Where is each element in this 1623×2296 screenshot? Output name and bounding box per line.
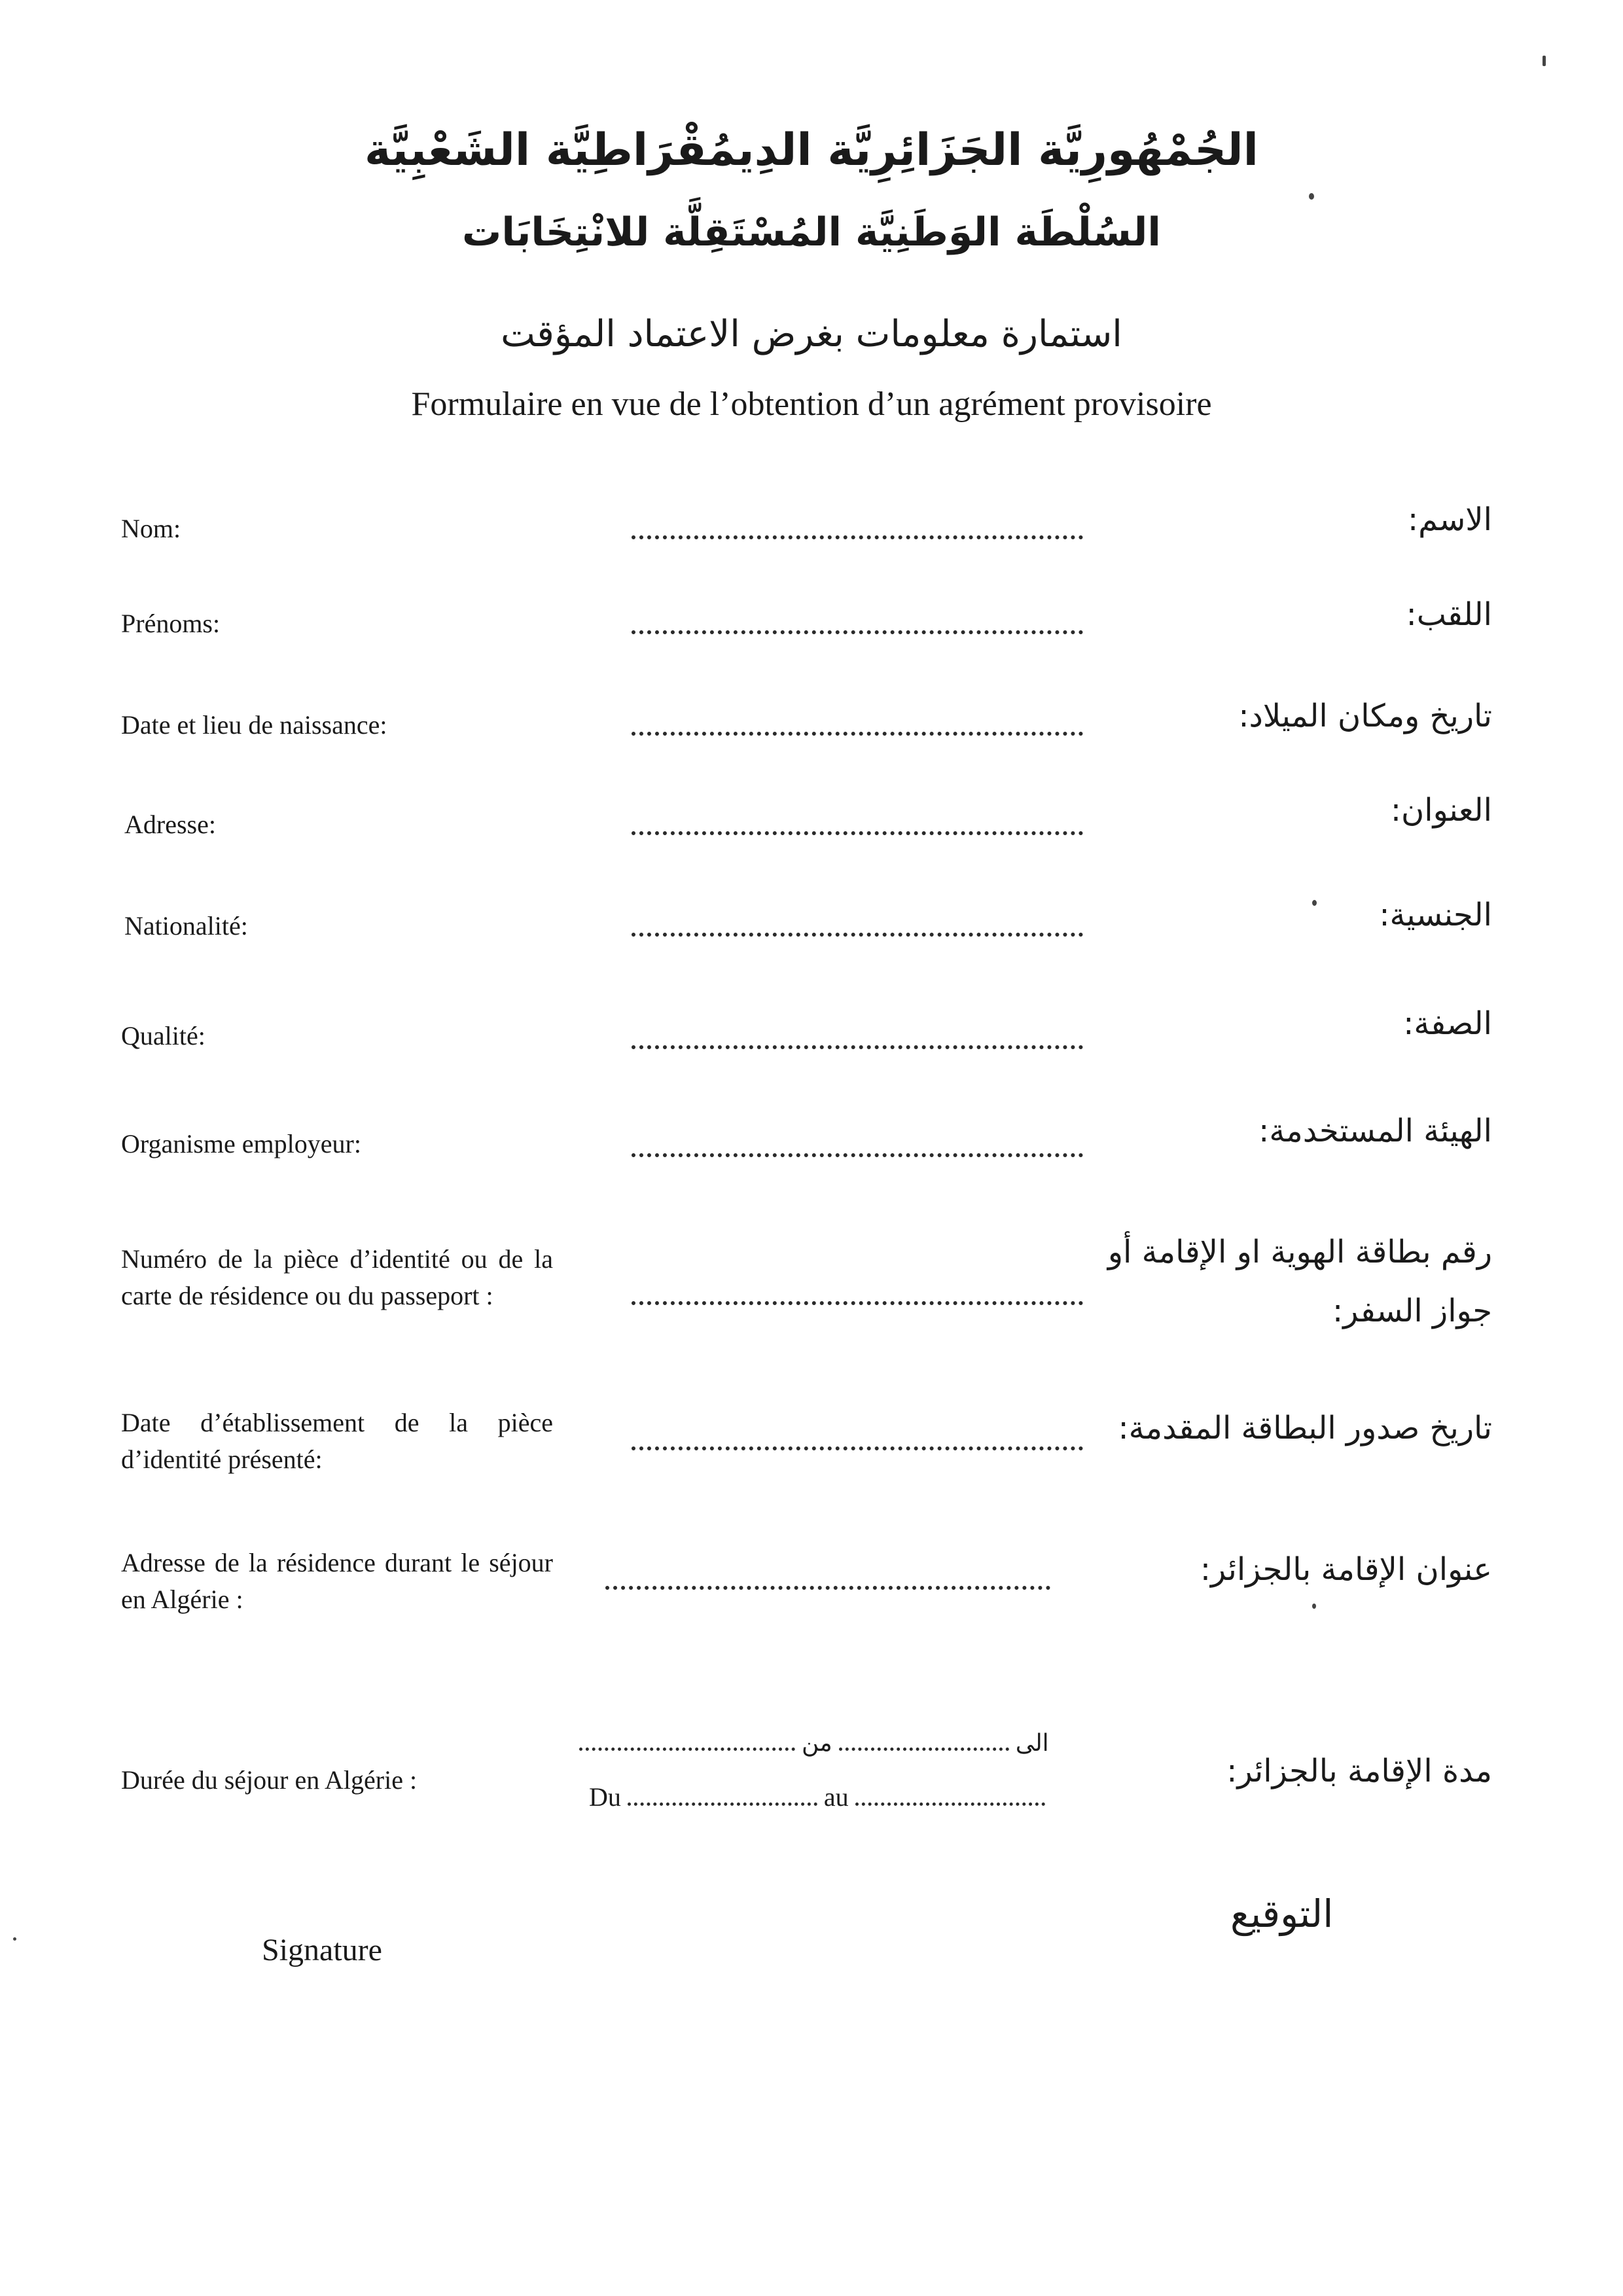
field-label-address: Adresse: — [124, 810, 216, 839]
field-label-address-ar: العنوان: — [1390, 792, 1492, 829]
field-label-employer-ar: الهيئة المستخدمة: — [1258, 1113, 1492, 1149]
field-input-id-number[interactable] — [632, 1301, 1083, 1305]
field-label-id-number: Numéro de la pièce d’identité ou de la carte de résidence ou du passeport : — [121, 1244, 553, 1310]
scan-speck — [13, 1937, 16, 1941]
scan-speck — [1543, 56, 1546, 66]
scan-speck — [1312, 900, 1317, 906]
field-label-nom-ar: الاسم: — [1407, 501, 1492, 538]
field-label-id-date: Date d’établissement de la pièce d’identité présenté: — [121, 1408, 553, 1474]
field-label-nationality: Nationalité: — [124, 911, 248, 941]
duration-from-input-fr[interactable] — [628, 1803, 817, 1806]
field-label-prenoms-ar: اللقب: — [1406, 596, 1492, 633]
field-label-employer: Organisme employeur: — [121, 1129, 361, 1158]
field-label-nom: Nom: — [121, 514, 181, 543]
duration-french-line — [589, 1782, 1045, 1812]
field-label-duration: Durée du séjour en Algérie : — [121, 1765, 418, 1795]
field-label-prenoms: Prénoms: — [121, 609, 221, 638]
field-label-birth: Date et lieu de naissance: — [121, 710, 387, 740]
form-title-arabic: استمارة معلومات بغرض الاعتماد المؤقت — [501, 313, 1122, 355]
duration-arabic-line — [579, 1727, 1049, 1757]
duration-to-input-fr[interactable] — [855, 1803, 1045, 1806]
field-label-nationality-ar: الجنسية: — [1379, 897, 1492, 933]
field-label-birth-ar: تاريخ ومكان الميلاد: — [1238, 698, 1492, 734]
signature-label-fr: Signature — [262, 1933, 382, 1967]
republic-title: الجُمْهُورِيَّة الجَزَائِرِيَّة الدِيمُقْرَاطِيَّة الشَعْبِيَّة — [365, 124, 1258, 176]
duration-to-label-ar: الى — [1015, 1730, 1049, 1757]
field-label-duration-ar: مدة الإقامة بالجزائر: — [1226, 1753, 1492, 1789]
duration-to-label-fr: au — [823, 1782, 849, 1812]
form-title-french: Formulaire en vue de l’obtention d’un agrément provisoire — [411, 386, 1212, 423]
duration-from-label-ar: من — [802, 1730, 832, 1757]
scan-speck — [1309, 193, 1314, 200]
signature-area[interactable] — [1165, 1990, 1440, 2094]
scan-speck — [1312, 1604, 1316, 1609]
field-label-residence: Adresse de la résidence durant le séjour en Algérie : — [121, 1548, 553, 1614]
field-label-id-number-ar: رقم بطاقة الهوية او الإقامة أو جواز السفر: — [1107, 1234, 1492, 1329]
field-label-quality-ar: الصفة: — [1403, 1005, 1492, 1042]
duration-from-label-fr: Du — [589, 1782, 621, 1812]
field-label-quality: Qualité: — [121, 1021, 205, 1050]
field-label-residence-ar: عنوان الإقامة بالجزائر: — [1200, 1551, 1492, 1588]
authority-title: السُلْطَة الوَطَنِيَّة المُسْتَقِلَّة للانْتِخَابَات — [462, 209, 1161, 255]
duration-to-input-ar[interactable] — [579, 1748, 795, 1751]
field-label-id-date-ar: تاريخ صدور البطاقة المقدمة: — [1118, 1410, 1492, 1446]
signature-label-ar: التوقيع — [1230, 1892, 1334, 1936]
